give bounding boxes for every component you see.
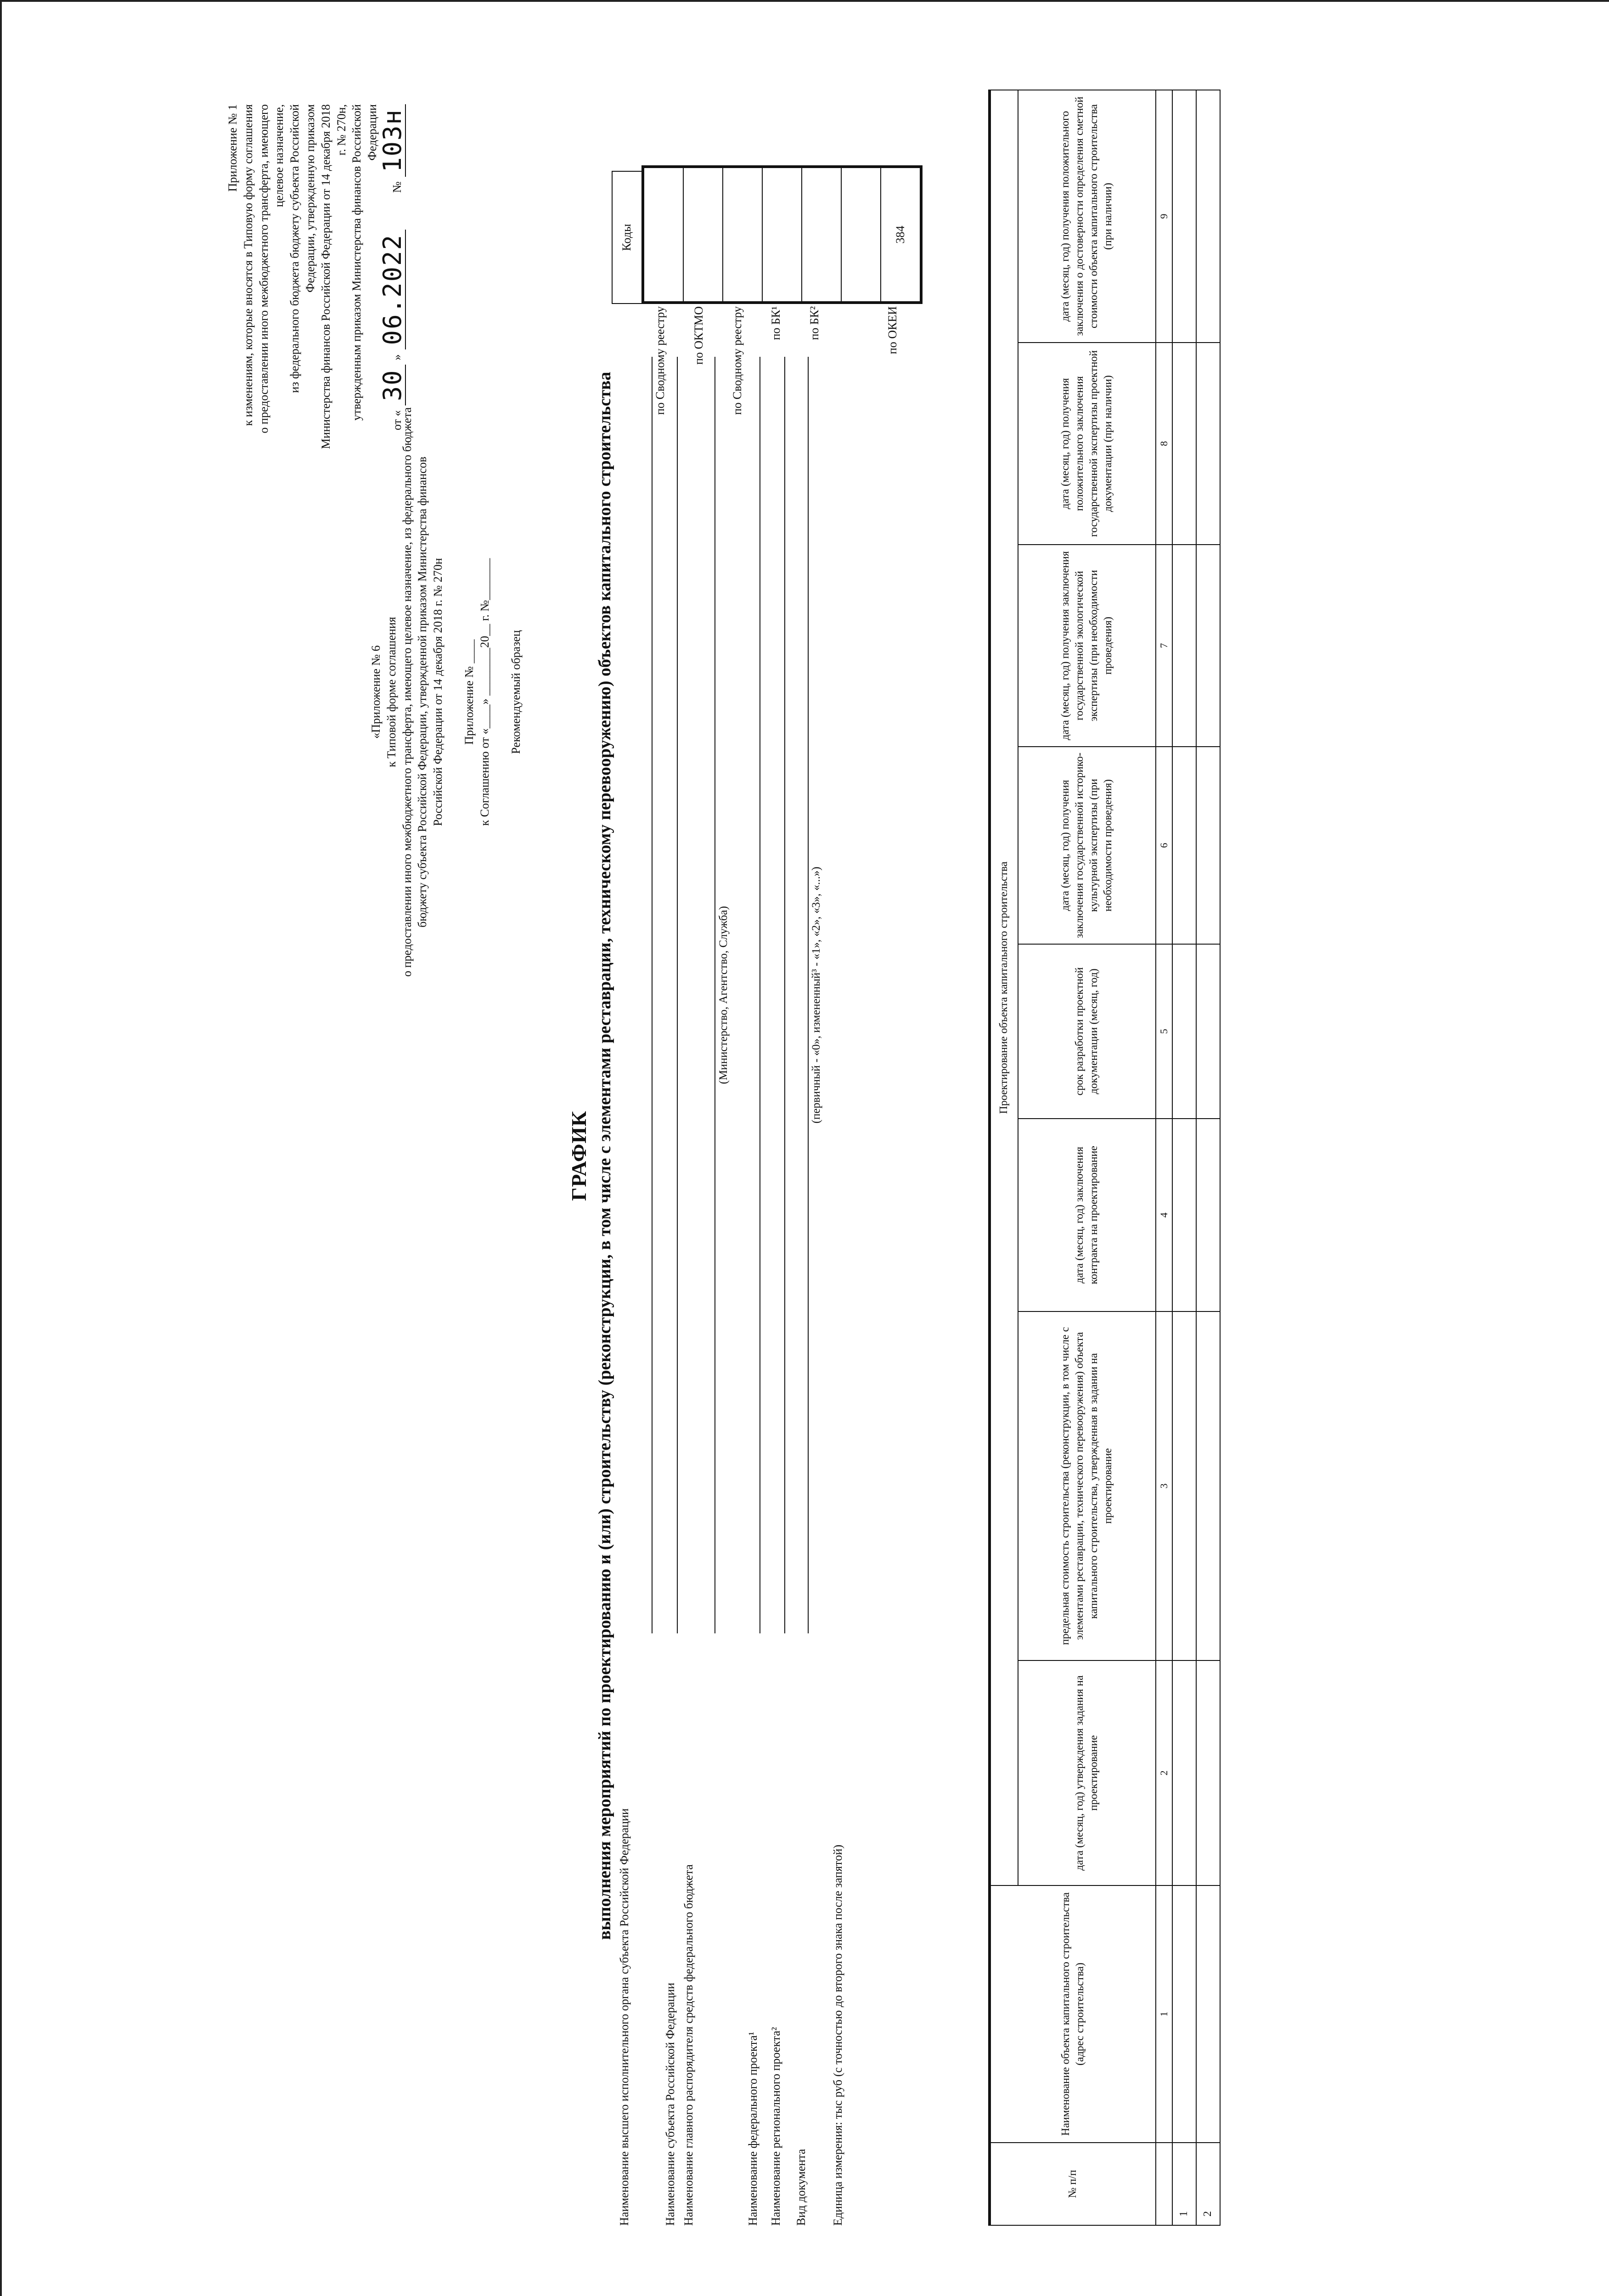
fill-line-chief-administrator <box>714 357 715 1633</box>
number-prefix: № <box>390 181 404 193</box>
codes-header: Коды <box>612 171 641 304</box>
table-cell[interactable] <box>1196 944 1220 1119</box>
column-number: 2 <box>1156 1660 1172 1885</box>
fill-line-federal-project <box>759 357 760 1633</box>
handwritten-month-year: 06.2022 <box>380 230 406 350</box>
table-row <box>1172 90 1196 2225</box>
fill-line-regional-project <box>784 357 785 1633</box>
header-row-number: № п/п <box>990 2143 1156 2225</box>
code-cell[interactable] <box>723 168 763 301</box>
table-cell[interactable] <box>1172 1660 1196 1885</box>
table-cell[interactable] <box>1196 1311 1220 1660</box>
table-row <box>1196 90 1220 2225</box>
table-cell[interactable] <box>1196 545 1220 747</box>
table-cell[interactable] <box>1172 1311 1196 1660</box>
column-number: 1 <box>1156 1885 1172 2143</box>
code-cell-okei[interactable]: 384 <box>894 225 907 244</box>
column-number-row <box>1156 90 1172 2225</box>
document-title: ГРАФИК <box>567 1110 591 1201</box>
row-number: 1 <box>1172 2143 1196 2225</box>
fill-line-executive-body <box>652 357 653 1633</box>
code-label-okei: по ОКЕИ <box>886 306 899 355</box>
appendix-6-line: о предоставлении иного межбюджетного трансферта, имеющего целевое назначение, из федерального бюджета <box>400 407 414 977</box>
code-cell[interactable] <box>802 168 842 301</box>
schedule-table <box>988 90 1221 2226</box>
header-historical-expertise-date: дата (месяц, год) получения заключения государственной историко-культурной экспертизы (при необходимости проведения) <box>1018 747 1156 944</box>
agreement-reference: к Соглашению от «____» ________20__ г. №_______ <box>478 558 491 826</box>
header-ecological-expertise-date: дата (месяц, год) получения заключения государственной экологической экспертизы (при необходимости проведения) <box>1018 545 1156 747</box>
table-cell[interactable] <box>1196 747 1220 944</box>
title-block <box>566 77 616 2235</box>
code-cell[interactable] <box>684 168 723 301</box>
fill-line-document-kind <box>808 357 809 1633</box>
table-cell[interactable] <box>1172 1119 1196 1311</box>
table-cell[interactable] <box>1196 343 1220 545</box>
table-header-row <box>990 90 1018 2225</box>
column-number: 8 <box>1156 343 1172 545</box>
header-cost-reliability-date: дата (месяц, год) получения положительного заключения о достоверности определения сметной стоимости объекта капитального строительства (при наличии) <box>1018 90 1156 343</box>
header-task-approval-date: дата (месяц, год) утверждения задания на проектирование <box>1018 1660 1156 1885</box>
appendix-6-line: к Типовой форме соглашения <box>384 617 398 767</box>
code-cell[interactable] <box>644 168 684 301</box>
requisite-regional-project: Наименование регионального проекта² <box>769 2027 782 2226</box>
table-cell[interactable] <box>1172 545 1196 747</box>
appendix-1-line: к изменениям, которые вносятся в Типовую форму соглашения <box>241 104 255 426</box>
requisite-federal-project: Наименование федерального проекта¹ <box>746 2032 759 2226</box>
appendix-6-line: бюджету субъекта Российской Федерации, утвержденной приказом Министерства финансов <box>416 456 429 928</box>
header-object-name: Наименование объекта капитального строительства (адрес строительства) <box>990 1885 1156 2143</box>
appendix-6-line: «Приложение № 6 <box>369 645 383 739</box>
appendix-1-line: Приложение № 1 <box>226 104 239 192</box>
requisite-unit: Единица измерения: тыс руб (с точностью до второго знака после запятой) <box>831 1845 844 2226</box>
code-label-bk-2: по БК² <box>808 306 821 340</box>
column-number: 4 <box>1156 1119 1172 1311</box>
table-cell[interactable] <box>1196 90 1220 343</box>
date-separator: » <box>390 354 404 360</box>
column-number: 5 <box>1156 944 1172 1119</box>
column-number: 3 <box>1156 1311 1172 1660</box>
column-number: 9 <box>1156 90 1172 343</box>
header-contract-date: дата (месяц, год) заключения контракта на проектирование <box>1018 1119 1156 1311</box>
header-cost-limit: предельная стоимость строительства (реконструкции, в том числе с элементами реставрации, технического перевооружения) объекта капитального строительства, утвержденная в задании на проектирование <box>1018 1311 1156 1660</box>
appendix-1-line: из федерального бюджета бюджету субъекта Российской Федерации, утвержденную приказом <box>288 104 317 393</box>
requisite-document-kind: Вид документа <box>794 2149 808 2226</box>
handwritten-order-number: 103н <box>380 104 406 177</box>
column-number: 6 <box>1156 747 1172 944</box>
handwritten-day: 30 <box>380 365 406 405</box>
fill-line-subject-name <box>677 357 678 1633</box>
code-cell[interactable] <box>763 168 802 301</box>
table-cell[interactable] <box>1196 1119 1220 1311</box>
requisite-subject-name: Наименование субъекта Российской Федерации <box>664 1982 677 2226</box>
table-cell[interactable] <box>1172 1885 1196 2143</box>
codes-box <box>641 165 923 304</box>
code-cell[interactable] <box>842 168 881 301</box>
code-label-summary-register-2: по Сводному реестру <box>731 306 744 415</box>
header-state-expertise-date: дата (месяц, год) получения положительного заключения государственной экспертизы проектной документации (при наличии) <box>1018 343 1156 545</box>
code-label-bk-1: по БК¹ <box>769 306 782 340</box>
rotated-form-sheet <box>102 77 1507 2235</box>
table-cell[interactable] <box>1196 1660 1220 1885</box>
requisite-chief-administrator: Наименование главного распорядителя средств федерального бюджета <box>682 1864 695 2226</box>
column-number: 7 <box>1156 545 1172 747</box>
appendix-6-line: Российской Федерации от 14 декабря 2018 г. № 270н <box>431 558 445 826</box>
table-cell[interactable] <box>1172 90 1196 343</box>
row-number: 2 <box>1196 2143 1220 2225</box>
appendix-1-line: о предоставлении иного межбюджетного трансферта, имеющего целевое назначение, <box>257 104 286 433</box>
header-design-period: срок разработки проектной документации (месяц, год) <box>1018 944 1156 1119</box>
annex-number: Приложение № ____ <box>462 639 476 745</box>
document-kind-caption: (первичный - «0», измененный³ - «1», «2», «3», «...») <box>810 867 822 1124</box>
date-prefix: от « <box>390 410 404 430</box>
code-label-summary-register-1: по Сводному реестру <box>653 306 667 415</box>
table-cell[interactable] <box>1172 343 1196 545</box>
table-cell[interactable] <box>1172 747 1196 944</box>
header-design-group: Проектирование объекта капитального строительства <box>990 90 1018 1885</box>
document-subtitle: выполнения мероприятий по проектированию и (или) строительству (реконструкции, в том числе с элементами реставрации, техническому перевооружению) объектов капитального строительства <box>595 371 614 1940</box>
table-cell[interactable] <box>1196 1885 1220 2143</box>
ministry-caption: (Министерство, Агентство, Служба) <box>717 906 730 1084</box>
code-label-oktmo: по ОКТМО <box>692 306 705 365</box>
recommended-sample: Рекомендуемый образец <box>509 630 523 754</box>
appendix-1-line: утвержденным приказом Министерства финансов Российской Федерации <box>350 104 379 421</box>
appendix-1-line: Министерства финансов Российской Федерации от 14 декабря 2018 г. № 270н, <box>319 104 348 449</box>
table-cell[interactable] <box>1172 944 1196 1119</box>
requisite-executive-body: Наименование высшего исполнительного органа субъекта Российской Федерации <box>618 1808 631 2226</box>
appendix-6-header <box>368 380 523 1004</box>
